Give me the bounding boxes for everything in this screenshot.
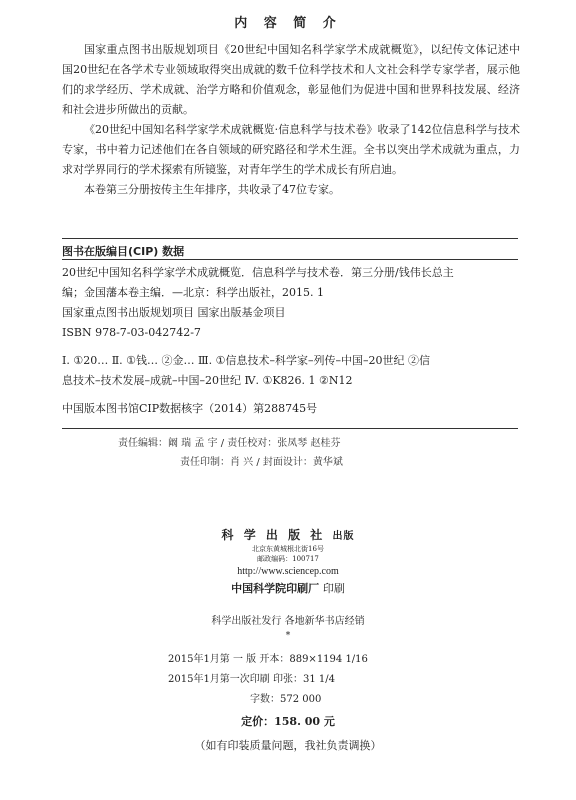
cip-project-line: 国家重点图书出版规划项目 国家出版基金项目 xyxy=(62,306,286,319)
cip-title-line: 20世纪中国知名科学家学术成就概览．信息科学与技术卷．第三分册/钱伟长总主 xyxy=(62,266,454,279)
publisher-url: http://www.sciencep.com xyxy=(237,566,339,577)
publisher-address: 北京东黄城根北街16号 xyxy=(252,545,324,553)
cip-data xyxy=(62,263,520,419)
edition-info xyxy=(0,650,576,710)
printing-line: 2015年1月第一次印刷 印张：31 1/4 xyxy=(168,674,335,685)
quality-notice: （如有印装质量问题，我社负责调换） xyxy=(194,739,382,752)
cip-top-rule xyxy=(62,238,518,239)
cip-bottom-rule xyxy=(62,428,518,429)
spacer xyxy=(62,343,520,351)
credits xyxy=(0,434,576,472)
printer-name: 中国科学院印刷厂 xyxy=(231,582,320,595)
summary-paragraph: 国家重点图书出版规划项目《20世纪中国知名科学家学术成就概览》，以纪传文体记述中国20世纪在各学术专业领域取得突出成就的数千位科学技术和人文社会科学专家学者，展示他们的求学经历、学术成就、治学方略和价值观念，彰显他们为促进中国和世界科技发展、经济和社会进步所做出的贡献。 xyxy=(62,43,520,116)
print-design-credits: 责任印制：肖 兴 / 封面设计：黄华斌 xyxy=(180,457,343,468)
publisher-name xyxy=(0,528,576,544)
printer-suffix: 印刷 xyxy=(322,582,345,595)
separator-mark: * xyxy=(285,631,291,641)
spacer xyxy=(62,391,520,399)
distribution-line: 科学出版社发行 各地新华书店经销 xyxy=(211,616,365,627)
summary-paragraph: 《20世纪中国知名科学家学术成就概览·信息科学与技术卷》收录了142位信息科学与技术专家，书中着力记述他们在各自领域的研究路径和学术生涯。全书以突出学术成就为重点，力求对学界同行的学术探索有所镜鉴，对青年学生的学术成长有所启迪。 xyxy=(62,123,520,176)
cip-subject-line: Ⅰ. ①20… Ⅱ. ①钱… ②金… Ⅲ. ①信息技术–科学家–列传–中国–20世纪 ②信 xyxy=(62,354,430,367)
price: 定价：158. 00 元 xyxy=(241,715,335,728)
cip-isbn: ISBN 978-7-03-042742-7 xyxy=(62,326,201,339)
printer-line xyxy=(0,581,576,596)
cip-title-line: 编；金国藩本卷主编．—北京：科学出版社，2015. 1 xyxy=(62,286,324,299)
publisher-postcode: 邮政编码：100717 xyxy=(257,555,319,563)
publisher-name-text: 科 学 出 版 社 xyxy=(221,528,326,542)
edition-line: 2015年1月第 一 版 开本：889×1194 1/16 xyxy=(168,654,368,665)
summary-title: 内 容 简 介 xyxy=(234,16,342,31)
cip-subject-line: 息技术–技术发展–成就–中国–20世纪 Ⅳ. ①K826. 1 ②N12 xyxy=(62,374,353,387)
publisher-name-suffix: 出版 xyxy=(332,531,355,542)
publisher-block xyxy=(0,528,576,596)
word-count: 字数：572 000 xyxy=(250,694,322,705)
cip-record-number: 中国版本图书馆CIP数据核字（2014）第288745号 xyxy=(62,402,318,415)
cip-heading-rule xyxy=(62,259,518,260)
summary-paragraph: 本卷第三分册按传主生年排序，共收录了47位专家。 xyxy=(84,183,340,196)
editor-credits: 责任编辑：阚 瑞 孟 宇 / 责任校对：张凤琴 赵桂芬 xyxy=(118,438,341,449)
cip-heading: 图书在版编目(CIP) 数据 xyxy=(62,245,185,258)
summary-text xyxy=(62,40,520,200)
